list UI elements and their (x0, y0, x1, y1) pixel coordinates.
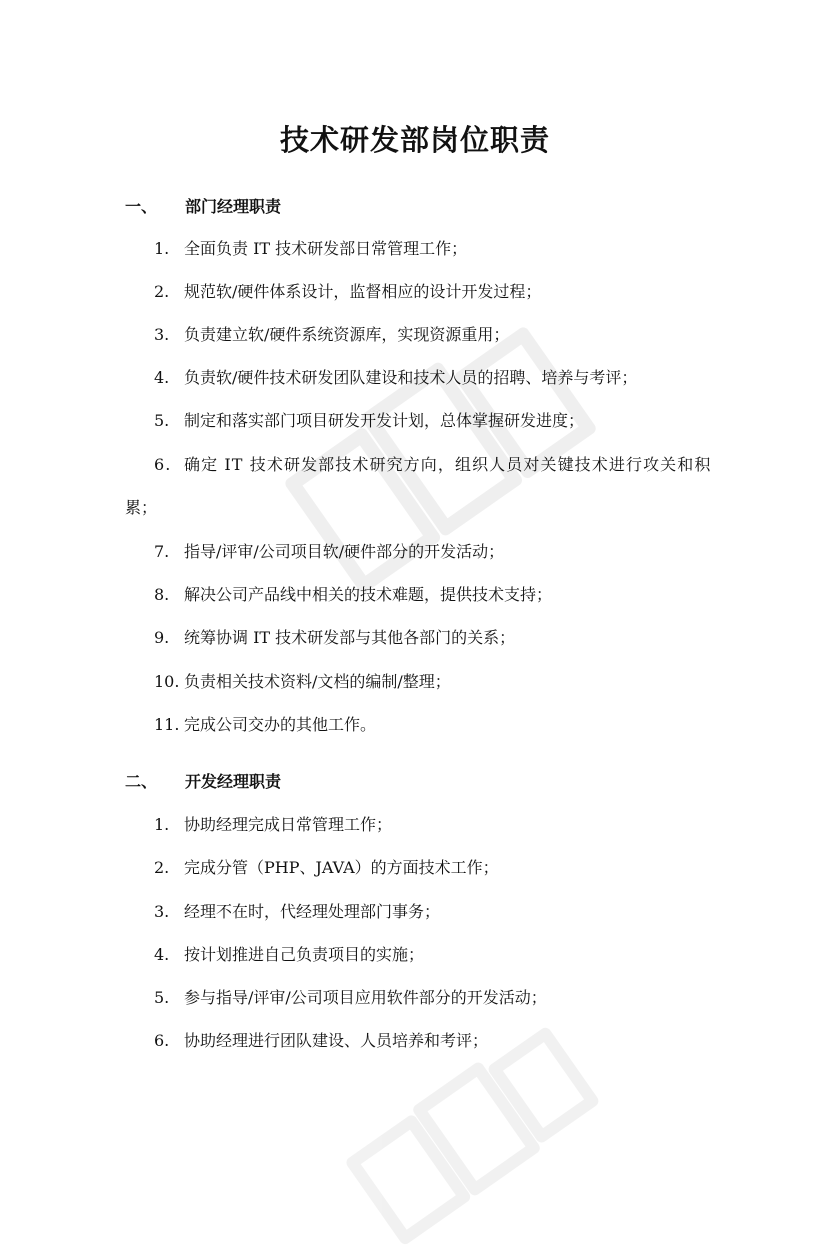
list-item (154, 281, 714, 303)
list-item (154, 627, 714, 649)
list-item-index: 7. (154, 542, 170, 561)
list-item (154, 814, 714, 836)
watermark-stamp-bottom (330, 1021, 590, 1249)
list-item (154, 944, 714, 966)
list-item-text: 负责软/硬件技术研发团队建设和技术人员的招聘、培养与考评； (184, 368, 638, 387)
list-item-index: 6. (154, 1031, 170, 1050)
list-item (154, 584, 714, 606)
list-item-text: 按计划推进自己负责项目的实施； (184, 945, 425, 964)
list-item-text: 经理不在时，代经理处理部门事务； (184, 902, 441, 921)
list-item-index: 2. (154, 282, 170, 301)
list-item-index: 3. (154, 325, 170, 344)
list-item-text: 解决公司产品线中相关的技术难题，提供技术支持； (184, 585, 553, 604)
list-item-text: 完成公司交办的其他工作。 (184, 715, 377, 734)
list-item-text: 协助经理进行团队建设、人员培养和考评； (184, 1031, 489, 1050)
section-heading-2 (125, 771, 281, 793)
list-item-text: 负责相关技术资料/文档的编制/整理； (184, 672, 451, 691)
list-item-index: 1. (154, 815, 170, 834)
section-title: 开发经理职责 (185, 772, 282, 791)
list-item-continuation: 累； (125, 498, 158, 517)
list-item-text: 全面负责 IT 技术研发部日常管理工作； (184, 239, 468, 258)
list-item (154, 901, 714, 923)
list-item-text: 确定 IT 技术研发部技术研究方向，组织人员对关键技术进行攻关和积 (184, 455, 712, 474)
list-item-index: 5. (154, 411, 170, 430)
list-item (154, 367, 714, 389)
list-item (154, 714, 714, 736)
list-item-text: 指导/评审/公司项目软/硬件部分的开发活动； (184, 542, 505, 561)
list-item-text: 负责建立软/硬件系统资源库，实现资源重用； (184, 325, 510, 344)
section-heading-1 (125, 196, 281, 218)
page-title: 技术研发部岗位职责 (279, 123, 550, 157)
list-item-index: 4. (154, 945, 170, 964)
list-item-index: 9. (154, 628, 170, 647)
list-item-text: 协助经理完成日常管理工作； (184, 815, 393, 834)
section-number: 一、 (125, 197, 158, 216)
list-item-index: 8. (154, 585, 170, 604)
section-title: 部门经理职责 (185, 197, 282, 216)
list-item (154, 857, 714, 879)
list-item-index: 10. (154, 672, 180, 691)
list-item (154, 987, 714, 1009)
list-item-text: 制定和落实部门项目研发开发计划，总体掌握研发进度； (184, 411, 585, 430)
list-item-text: 完成分管（PHP、JAVA）的方面技术工作； (184, 858, 499, 877)
list-item (154, 410, 714, 432)
list-item-index: 5. (154, 988, 170, 1007)
list-item (154, 454, 714, 476)
section-number: 二、 (125, 772, 158, 791)
list-item (154, 324, 714, 346)
list-item (154, 541, 714, 563)
list-item-text: 参与指导/评审/公司项目应用软件部分的开发活动； (184, 988, 547, 1007)
list-item-index: 1. (154, 239, 170, 258)
list-item (154, 238, 714, 260)
list-item-index: 2. (154, 858, 170, 877)
list-item-index: 4. (154, 368, 170, 387)
list-item-index: 6. (154, 455, 172, 474)
list-item (154, 671, 714, 693)
list-item-index: 3. (154, 902, 170, 921)
list-item (154, 1030, 714, 1052)
list-item-text: 统筹协调 IT 技术研发部与其他各部门的关系； (184, 628, 516, 647)
list-item-text: 规范软/硬件体系设计，监督相应的设计开发过程； (184, 282, 542, 301)
list-item-index: 11. (154, 715, 180, 734)
